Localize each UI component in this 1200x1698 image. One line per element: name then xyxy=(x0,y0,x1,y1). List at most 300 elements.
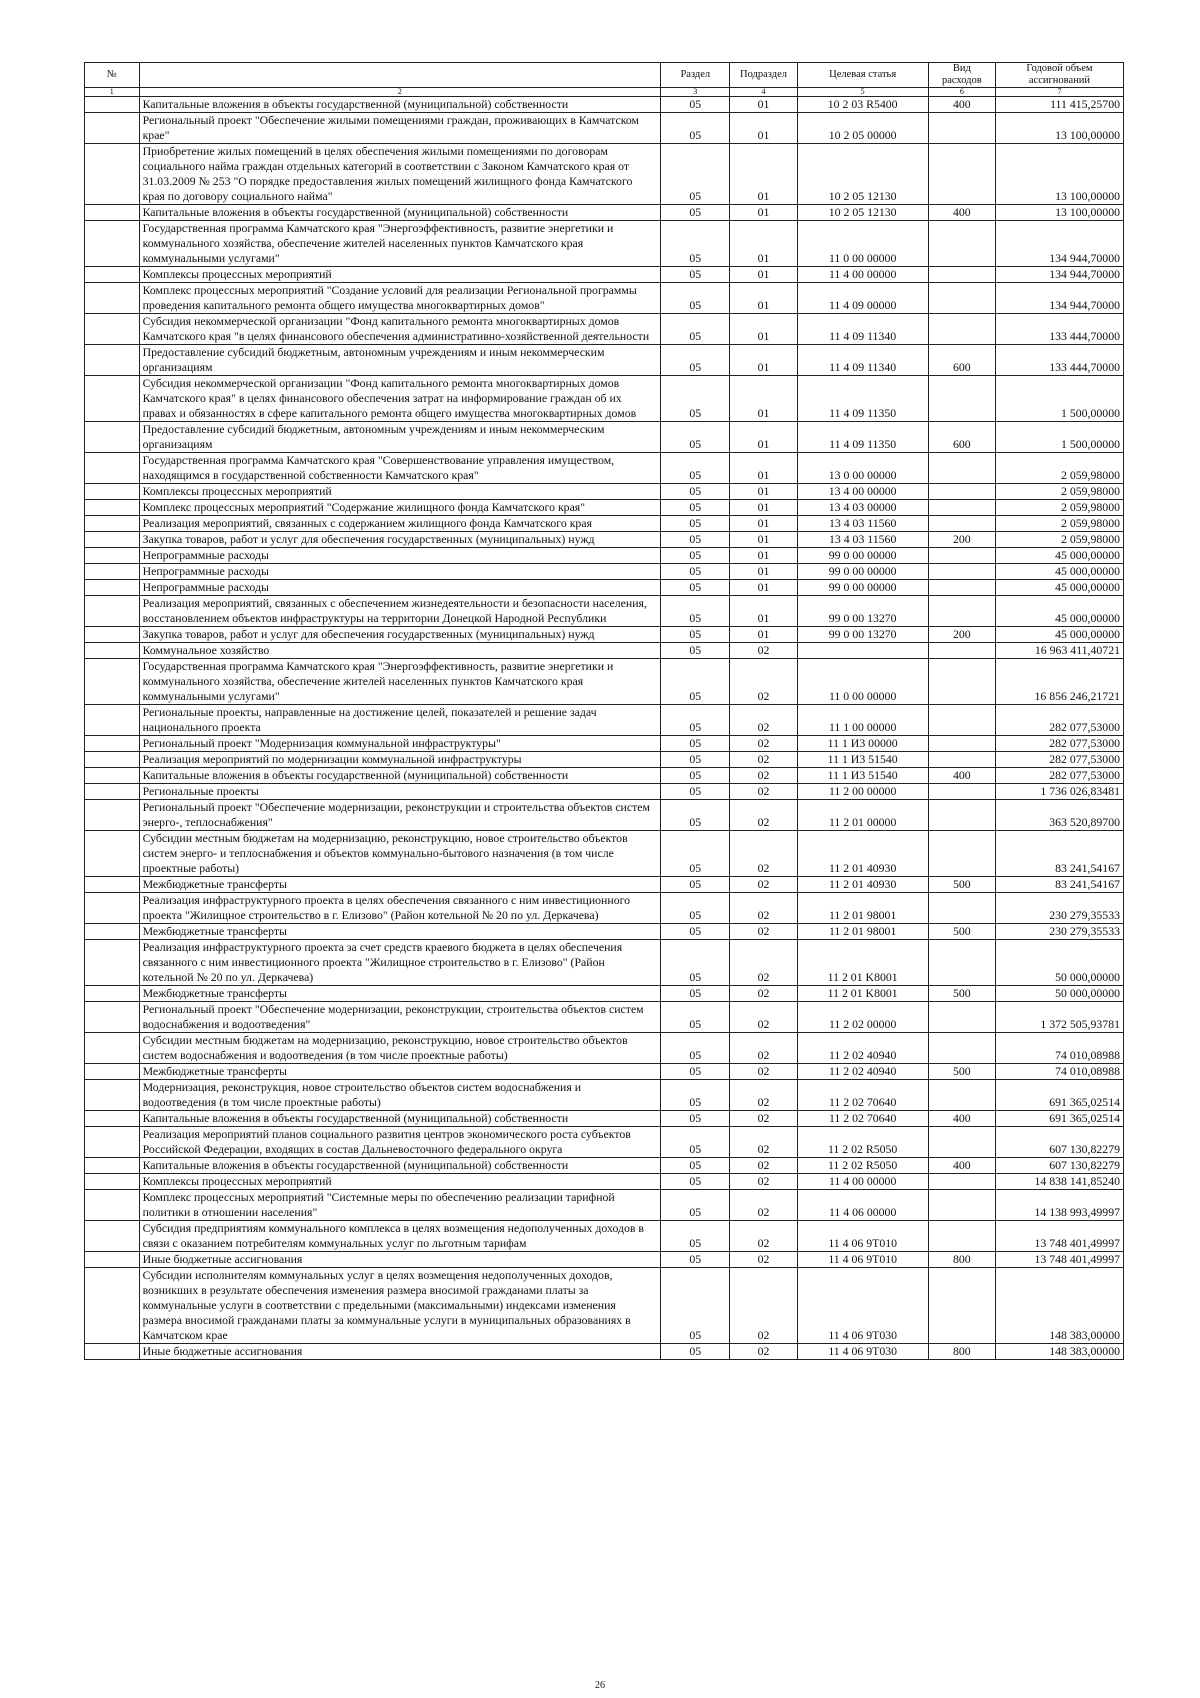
row-section-cell: 05 xyxy=(661,800,730,831)
row-amount-cell: 45 000,00000 xyxy=(995,627,1123,643)
row-name-cell: Капитальные вложения в объекты государственной (муниципальной) собственности xyxy=(139,205,661,221)
row-section-cell: 05 xyxy=(661,1344,730,1360)
row-subsection-cell: 02 xyxy=(730,1064,797,1080)
row-name-cell: Реализация мероприятий, связанных с обеспечением жизнедеятельности и безопасности населения, восстановлением объектов инфраструктуры на территории Донецкой Народной Республики xyxy=(139,596,661,627)
table-row xyxy=(85,1252,1124,1268)
row-subsection-cell: 01 xyxy=(730,376,797,422)
row-subsection-cell: 01 xyxy=(730,580,797,596)
row-expense-type-cell: 800 xyxy=(928,1344,995,1360)
row-amount-cell: 16 856 246,21721 xyxy=(995,659,1123,705)
row-section-cell: 05 xyxy=(661,924,730,940)
row-subsection-cell: 01 xyxy=(730,345,797,376)
row-amount-cell: 50 000,00000 xyxy=(995,986,1123,1002)
row-subsection-cell: 01 xyxy=(730,221,797,267)
row-number-cell xyxy=(85,1033,140,1064)
row-subsection-cell: 02 xyxy=(730,1002,797,1033)
table-row xyxy=(85,768,1124,784)
table-row xyxy=(85,267,1124,283)
table-row xyxy=(85,1344,1124,1360)
row-expense-type-cell xyxy=(928,1268,995,1344)
row-number-cell xyxy=(85,659,140,705)
table-row xyxy=(85,376,1124,422)
row-section-cell: 05 xyxy=(661,627,730,643)
row-amount-cell: 1 372 505,93781 xyxy=(995,1002,1123,1033)
row-target-cell: 11 2 01 40930 xyxy=(797,877,928,893)
row-expense-type-cell xyxy=(928,564,995,580)
row-name-cell: Субсидия некоммерческой организации "Фонд капитального ремонта многоквартирных домов Камчатского края" в целях финансового обеспечения затрат на информирование граждан об их правах и обязанностях в сфере капитального ремонта общего имущества многоквартирных домов xyxy=(139,376,661,422)
row-number-cell xyxy=(85,1002,140,1033)
row-expense-type-cell xyxy=(928,940,995,986)
row-target-cell: 11 4 09 00000 xyxy=(797,283,928,314)
row-target-cell: 11 4 00 00000 xyxy=(797,267,928,283)
row-number-cell xyxy=(85,205,140,221)
row-expense-type-cell xyxy=(928,113,995,144)
row-expense-type-cell xyxy=(928,831,995,877)
row-number-cell xyxy=(85,893,140,924)
row-amount-cell: 13 100,00000 xyxy=(995,205,1123,221)
row-amount-cell: 230 279,35533 xyxy=(995,924,1123,940)
row-section-cell: 05 xyxy=(661,97,730,113)
row-number-cell xyxy=(85,484,140,500)
row-expense-type-cell: 200 xyxy=(928,627,995,643)
table-row xyxy=(85,893,1124,924)
row-target-cell: 10 2 05 00000 xyxy=(797,113,928,144)
row-section-cell: 05 xyxy=(661,1033,730,1064)
row-subsection-cell: 01 xyxy=(730,144,797,205)
row-subsection-cell: 02 xyxy=(730,1268,797,1344)
row-subsection-cell: 02 xyxy=(730,1344,797,1360)
row-expense-type-cell xyxy=(928,484,995,500)
row-amount-cell: 13 748 401,49997 xyxy=(995,1252,1123,1268)
row-amount-cell: 691 365,02514 xyxy=(995,1080,1123,1111)
row-expense-type-cell: 600 xyxy=(928,422,995,453)
table-header-row xyxy=(85,63,1124,88)
row-section-cell: 05 xyxy=(661,113,730,144)
row-amount-cell: 14 138 993,49997 xyxy=(995,1190,1123,1221)
row-name-cell: Комплексы процессных мероприятий xyxy=(139,484,661,500)
table-row xyxy=(85,516,1124,532)
table-row xyxy=(85,500,1124,516)
row-number-cell xyxy=(85,345,140,376)
table-row xyxy=(85,484,1124,500)
row-name-cell: Государственная программа Камчатского края "Энергоэффективность, развитие энергетики и коммунального хозяйства, обеспечение жителей населенных пунктов Камчатского края коммунальными услугами" xyxy=(139,221,661,267)
row-expense-type-cell: 500 xyxy=(928,986,995,1002)
row-section-cell: 05 xyxy=(661,532,730,548)
row-expense-type-cell xyxy=(928,736,995,752)
table-row xyxy=(85,924,1124,940)
row-expense-type-cell xyxy=(928,516,995,532)
row-target-cell: 11 1 И3 00000 xyxy=(797,736,928,752)
table-row xyxy=(85,752,1124,768)
row-target-cell: 11 4 06 00000 xyxy=(797,1190,928,1221)
row-number-cell xyxy=(85,1221,140,1252)
row-number-cell xyxy=(85,877,140,893)
table-row xyxy=(85,1174,1124,1190)
row-name-cell: Государственная программа Камчатского края "Совершенствование управления имуществом, находящимся в государственной собственности Камчатского края" xyxy=(139,453,661,484)
row-expense-type-cell xyxy=(928,1190,995,1221)
row-section-cell: 05 xyxy=(661,893,730,924)
row-subsection-cell: 01 xyxy=(730,548,797,564)
row-number-cell xyxy=(85,1252,140,1268)
table-row xyxy=(85,643,1124,659)
row-name-cell: Приобретение жилых помещений в целях обеспечения жилыми помещениями по договорам социального найма граждан отдельных категорий в соответствии с Законом Камчатского края от 31.03.2009 № 253 "О порядке предоставления жилых помещений жилищного фонда Камчатского края по договору социального найма" xyxy=(139,144,661,205)
row-target-cell: 11 0 00 00000 xyxy=(797,221,928,267)
row-subsection-cell: 01 xyxy=(730,500,797,516)
table-row xyxy=(85,564,1124,580)
row-target-cell: 99 0 00 13270 xyxy=(797,596,928,627)
row-target-cell: 11 4 06 9T030 xyxy=(797,1344,928,1360)
row-subsection-cell: 02 xyxy=(730,1158,797,1174)
row-subsection-cell: 02 xyxy=(730,831,797,877)
row-name-cell: Региональный проект "Модернизация коммунальной инфраструктуры" xyxy=(139,736,661,752)
row-target-cell: 11 2 00 00000 xyxy=(797,784,928,800)
column-number: 2 xyxy=(139,88,661,97)
row-expense-type-cell xyxy=(928,752,995,768)
table-row xyxy=(85,784,1124,800)
row-expense-type-cell: 800 xyxy=(928,1252,995,1268)
table-row xyxy=(85,532,1124,548)
row-subsection-cell: 02 xyxy=(730,705,797,736)
table-row xyxy=(85,596,1124,627)
header-number: № xyxy=(85,63,140,88)
row-subsection-cell: 01 xyxy=(730,532,797,548)
row-expense-type-cell xyxy=(928,596,995,627)
row-subsection-cell: 01 xyxy=(730,113,797,144)
row-target-cell: 11 2 02 40940 xyxy=(797,1033,928,1064)
row-name-cell: Капитальные вложения в объекты государственной (муниципальной) собственности xyxy=(139,1111,661,1127)
row-section-cell: 05 xyxy=(661,1190,730,1221)
row-section-cell: 05 xyxy=(661,752,730,768)
row-name-cell: Модернизация, реконструкция, новое строительство объектов систем водоснабжения и водоотведения (в том числе проектные работы) xyxy=(139,1080,661,1111)
table-row xyxy=(85,453,1124,484)
row-target-cell xyxy=(797,643,928,659)
row-name-cell: Коммунальное хозяйство xyxy=(139,643,661,659)
row-name-cell: Иные бюджетные ассигнования xyxy=(139,1344,661,1360)
row-name-cell: Реализация инфраструктурного проекта за счет средств краевого бюджета в целях обеспечения связанного с ним инвестиционного проекта "Жилищное строительство в г. Елизово" (Район котельной № 20 по ул. Деркачева) xyxy=(139,940,661,986)
row-name-cell: Комплекс процессных мероприятий "Создание условий для реализации Региональной программы проведения капитального ремонта общего имущества многоквартирных домов" xyxy=(139,283,661,314)
row-number-cell xyxy=(85,784,140,800)
row-number-cell xyxy=(85,768,140,784)
row-amount-cell: 45 000,00000 xyxy=(995,564,1123,580)
row-name-cell: Субсидии местным бюджетам на модернизацию, реконструкцию, новое строительство объектов систем энерго- и теплоснабжения и объектов коммунально-бытового назначения (в том числе проектные работы) xyxy=(139,831,661,877)
row-subsection-cell: 01 xyxy=(730,596,797,627)
row-target-cell: 11 2 02 00000 xyxy=(797,1002,928,1033)
row-name-cell: Закупка товаров, работ и услуг для обеспечения государственных (муниципальных) нужд xyxy=(139,532,661,548)
row-number-cell xyxy=(85,221,140,267)
row-subsection-cell: 01 xyxy=(730,267,797,283)
row-number-cell xyxy=(85,1174,140,1190)
row-number-cell xyxy=(85,97,140,113)
row-subsection-cell: 02 xyxy=(730,752,797,768)
table-row xyxy=(85,283,1124,314)
row-target-cell: 11 1 00 00000 xyxy=(797,705,928,736)
row-expense-type-cell: 400 xyxy=(928,97,995,113)
row-amount-cell: 133 444,70000 xyxy=(995,314,1123,345)
row-amount-cell: 2 059,98000 xyxy=(995,532,1123,548)
row-expense-type-cell: 200 xyxy=(928,532,995,548)
row-target-cell: 11 2 02 40940 xyxy=(797,1064,928,1080)
table-row xyxy=(85,659,1124,705)
row-target-cell: 11 4 09 11350 xyxy=(797,422,928,453)
row-amount-cell: 282 077,53000 xyxy=(995,752,1123,768)
row-number-cell xyxy=(85,1127,140,1158)
row-subsection-cell: 01 xyxy=(730,516,797,532)
row-amount-cell: 282 077,53000 xyxy=(995,736,1123,752)
row-number-cell xyxy=(85,736,140,752)
row-subsection-cell: 02 xyxy=(730,1080,797,1111)
row-target-cell: 11 2 02 R5050 xyxy=(797,1158,928,1174)
row-amount-cell: 111 415,25700 xyxy=(995,97,1123,113)
row-amount-cell: 2 059,98000 xyxy=(995,516,1123,532)
table-body xyxy=(85,97,1124,1360)
row-section-cell: 05 xyxy=(661,500,730,516)
row-target-cell: 11 1 И3 51540 xyxy=(797,752,928,768)
row-section-cell: 05 xyxy=(661,1221,730,1252)
row-amount-cell: 83 241,54167 xyxy=(995,831,1123,877)
row-section-cell: 05 xyxy=(661,986,730,1002)
row-target-cell: 13 4 03 00000 xyxy=(797,500,928,516)
row-amount-cell: 134 944,70000 xyxy=(995,283,1123,314)
header-expense-type: Вид расходов xyxy=(928,63,995,88)
row-number-cell xyxy=(85,144,140,205)
table-row xyxy=(85,986,1124,1002)
row-subsection-cell: 02 xyxy=(730,1033,797,1064)
row-section-cell: 05 xyxy=(661,736,730,752)
row-amount-cell: 16 963 411,40721 xyxy=(995,643,1123,659)
column-number: 6 xyxy=(928,88,995,97)
row-number-cell xyxy=(85,924,140,940)
row-subsection-cell: 02 xyxy=(730,659,797,705)
table-row xyxy=(85,1268,1124,1344)
row-amount-cell: 282 077,53000 xyxy=(995,768,1123,784)
row-subsection-cell: 02 xyxy=(730,1252,797,1268)
table-row xyxy=(85,705,1124,736)
row-section-cell: 05 xyxy=(661,564,730,580)
row-subsection-cell: 02 xyxy=(730,940,797,986)
row-target-cell: 13 0 00 00000 xyxy=(797,453,928,484)
row-expense-type-cell xyxy=(928,893,995,924)
row-number-cell xyxy=(85,548,140,564)
row-amount-cell: 230 279,35533 xyxy=(995,893,1123,924)
row-section-cell: 05 xyxy=(661,831,730,877)
row-target-cell: 13 4 00 00000 xyxy=(797,484,928,500)
row-number-cell xyxy=(85,1158,140,1174)
row-subsection-cell: 02 xyxy=(730,986,797,1002)
row-number-cell xyxy=(85,516,140,532)
row-section-cell: 05 xyxy=(661,422,730,453)
row-name-cell: Субсидия предприятиям коммунального комплекса в целях возмещения недополученных доходов в связи с оказанием потребителям коммунальных услуг по льготным тарифам xyxy=(139,1221,661,1252)
row-name-cell: Межбюджетные трансферты xyxy=(139,1064,661,1080)
row-subsection-cell: 01 xyxy=(730,422,797,453)
row-expense-type-cell xyxy=(928,453,995,484)
row-expense-type-cell xyxy=(928,221,995,267)
row-amount-cell: 607 130,82279 xyxy=(995,1158,1123,1174)
row-target-cell: 11 2 01 K8001 xyxy=(797,986,928,1002)
row-amount-cell: 83 241,54167 xyxy=(995,877,1123,893)
table-row xyxy=(85,1158,1124,1174)
row-name-cell: Региональные проекты, направленные на достижение целей, показателей и решение задач национального проекта xyxy=(139,705,661,736)
row-number-cell xyxy=(85,1268,140,1344)
row-name-cell: Реализация мероприятий по модернизации коммунальной инфраструктуры xyxy=(139,752,661,768)
table-row xyxy=(85,345,1124,376)
row-expense-type-cell xyxy=(928,705,995,736)
row-section-cell: 05 xyxy=(661,877,730,893)
row-subsection-cell: 01 xyxy=(730,314,797,345)
row-name-cell: Комплексы процессных мероприятий xyxy=(139,1174,661,1190)
row-target-cell: 10 2 05 12130 xyxy=(797,205,928,221)
table-row xyxy=(85,422,1124,453)
row-expense-type-cell xyxy=(928,1002,995,1033)
row-expense-type-cell: 400 xyxy=(928,1111,995,1127)
row-target-cell: 13 4 03 11560 xyxy=(797,532,928,548)
row-section-cell: 05 xyxy=(661,705,730,736)
row-target-cell: 11 0 00 00000 xyxy=(797,659,928,705)
row-expense-type-cell: 500 xyxy=(928,1064,995,1080)
header-annual-amount: Годовой объем ассигнований xyxy=(995,63,1123,88)
row-number-cell xyxy=(85,580,140,596)
row-amount-cell: 1 736 026,83481 xyxy=(995,784,1123,800)
row-name-cell: Реализация инфраструктурного проекта в целях обеспечения связанного с ним инвестиционного проекта "Жилищное строительство в г. Елизово" (Район котельной № 20 по ул. Деркачева) xyxy=(139,893,661,924)
row-number-cell xyxy=(85,532,140,548)
row-section-cell: 05 xyxy=(661,659,730,705)
row-amount-cell: 74 010,08988 xyxy=(995,1064,1123,1080)
row-amount-cell: 13 100,00000 xyxy=(995,144,1123,205)
column-number: 5 xyxy=(797,88,928,97)
row-section-cell: 05 xyxy=(661,768,730,784)
column-number: 1 xyxy=(85,88,140,97)
row-subsection-cell: 01 xyxy=(730,97,797,113)
row-target-cell: 99 0 00 00000 xyxy=(797,548,928,564)
row-section-cell: 05 xyxy=(661,1002,730,1033)
row-target-cell: 11 2 01 K8001 xyxy=(797,940,928,986)
row-expense-type-cell xyxy=(928,283,995,314)
row-name-cell: Реализация мероприятий, связанных с содержанием жилищного фонда Камчатского края xyxy=(139,516,661,532)
row-number-cell xyxy=(85,1064,140,1080)
row-subsection-cell: 02 xyxy=(730,643,797,659)
row-target-cell: 10 2 05 12130 xyxy=(797,144,928,205)
row-number-cell xyxy=(85,1190,140,1221)
row-section-cell: 05 xyxy=(661,643,730,659)
row-expense-type-cell: 600 xyxy=(928,345,995,376)
table-row xyxy=(85,548,1124,564)
table-row xyxy=(85,940,1124,986)
row-expense-type-cell xyxy=(928,267,995,283)
column-number: 3 xyxy=(661,88,730,97)
row-amount-cell: 50 000,00000 xyxy=(995,940,1123,986)
column-number: 7 xyxy=(995,88,1123,97)
row-number-cell xyxy=(85,627,140,643)
row-number-cell xyxy=(85,752,140,768)
table-row xyxy=(85,1033,1124,1064)
row-name-cell: Межбюджетные трансферты xyxy=(139,877,661,893)
row-subsection-cell: 02 xyxy=(730,924,797,940)
column-number-row xyxy=(85,88,1124,97)
row-section-cell: 05 xyxy=(661,1174,730,1190)
row-subsection-cell: 02 xyxy=(730,736,797,752)
row-subsection-cell: 02 xyxy=(730,768,797,784)
row-amount-cell: 14 838 141,85240 xyxy=(995,1174,1123,1190)
row-name-cell: Комплекс процессных мероприятий "Содержание жилищного фонда Камчатского края" xyxy=(139,500,661,516)
row-name-cell: Капитальные вложения в объекты государственной (муниципальной) собственности xyxy=(139,97,661,113)
row-expense-type-cell xyxy=(928,1174,995,1190)
row-number-cell xyxy=(85,705,140,736)
row-section-cell: 05 xyxy=(661,1064,730,1080)
row-number-cell xyxy=(85,596,140,627)
row-section-cell: 05 xyxy=(661,548,730,564)
row-number-cell xyxy=(85,800,140,831)
row-amount-cell: 1 500,00000 xyxy=(995,422,1123,453)
table-row xyxy=(85,800,1124,831)
row-amount-cell: 2 059,98000 xyxy=(995,500,1123,516)
row-section-cell: 05 xyxy=(661,1158,730,1174)
row-expense-type-cell: 500 xyxy=(928,924,995,940)
row-subsection-cell: 02 xyxy=(730,1111,797,1127)
row-section-cell: 05 xyxy=(661,784,730,800)
table-row xyxy=(85,627,1124,643)
row-subsection-cell: 02 xyxy=(730,1127,797,1158)
row-target-cell: 11 2 02 70640 xyxy=(797,1080,928,1111)
row-subsection-cell: 01 xyxy=(730,205,797,221)
row-target-cell: 11 4 00 00000 xyxy=(797,1174,928,1190)
row-section-cell: 05 xyxy=(661,314,730,345)
row-expense-type-cell xyxy=(928,376,995,422)
table-row xyxy=(85,580,1124,596)
row-section-cell: 05 xyxy=(661,1111,730,1127)
row-subsection-cell: 02 xyxy=(730,893,797,924)
table-row xyxy=(85,314,1124,345)
table-row xyxy=(85,1064,1124,1080)
row-name-cell: Государственная программа Камчатского края "Энергоэффективность, развитие энергетики и коммунального хозяйства, обеспечение жителей населенных пунктов Камчатского края коммунальными услугами" xyxy=(139,659,661,705)
row-number-cell xyxy=(85,113,140,144)
row-name-cell: Иные бюджетные ассигнования xyxy=(139,1252,661,1268)
row-number-cell xyxy=(85,422,140,453)
row-expense-type-cell xyxy=(928,800,995,831)
row-target-cell: 11 4 06 9T010 xyxy=(797,1221,928,1252)
row-section-cell: 05 xyxy=(661,221,730,267)
row-expense-type-cell xyxy=(928,314,995,345)
row-amount-cell: 148 383,00000 xyxy=(995,1268,1123,1344)
row-name-cell: Региональный проект "Обеспечение модернизации, реконструкции и строительства объектов систем энерго-, теплоснабжения" xyxy=(139,800,661,831)
row-section-cell: 05 xyxy=(661,453,730,484)
row-number-cell xyxy=(85,986,140,1002)
row-subsection-cell: 02 xyxy=(730,784,797,800)
table-row xyxy=(85,1002,1124,1033)
row-name-cell: Региональные проекты xyxy=(139,784,661,800)
row-subsection-cell: 01 xyxy=(730,283,797,314)
table-row xyxy=(85,205,1124,221)
row-expense-type-cell: 500 xyxy=(928,877,995,893)
row-name-cell: Непрограммные расходы xyxy=(139,580,661,596)
row-name-cell: Непрограммные расходы xyxy=(139,548,661,564)
row-number-cell xyxy=(85,940,140,986)
row-section-cell: 05 xyxy=(661,1252,730,1268)
row-name-cell: Комплексы процессных мероприятий xyxy=(139,267,661,283)
header-subsection: Подраздел xyxy=(730,63,797,88)
row-amount-cell: 1 500,00000 xyxy=(995,376,1123,422)
row-target-cell: 11 4 06 9T010 xyxy=(797,1252,928,1268)
row-expense-type-cell: 400 xyxy=(928,205,995,221)
row-name-cell: Непрограммные расходы xyxy=(139,564,661,580)
row-target-cell: 11 2 01 98001 xyxy=(797,924,928,940)
table-row xyxy=(85,144,1124,205)
header-name xyxy=(139,63,661,88)
row-target-cell: 11 2 02 70640 xyxy=(797,1111,928,1127)
table-row xyxy=(85,221,1124,267)
table-row xyxy=(85,1080,1124,1111)
row-name-cell: Субсидии исполнителям коммунальных услуг в целях возмещения недополученных доходов, возникших в результате обеспечения изменения размера вносимой гражданами платы за коммунальные услуги в соответствии с предельными (максимальными) индексами изменения размера вносимой гражданами платы за коммунальные услуги в муниципальных образованиях в Камчатском крае xyxy=(139,1268,661,1344)
table-row xyxy=(85,831,1124,877)
row-name-cell: Межбюджетные трансферты xyxy=(139,924,661,940)
